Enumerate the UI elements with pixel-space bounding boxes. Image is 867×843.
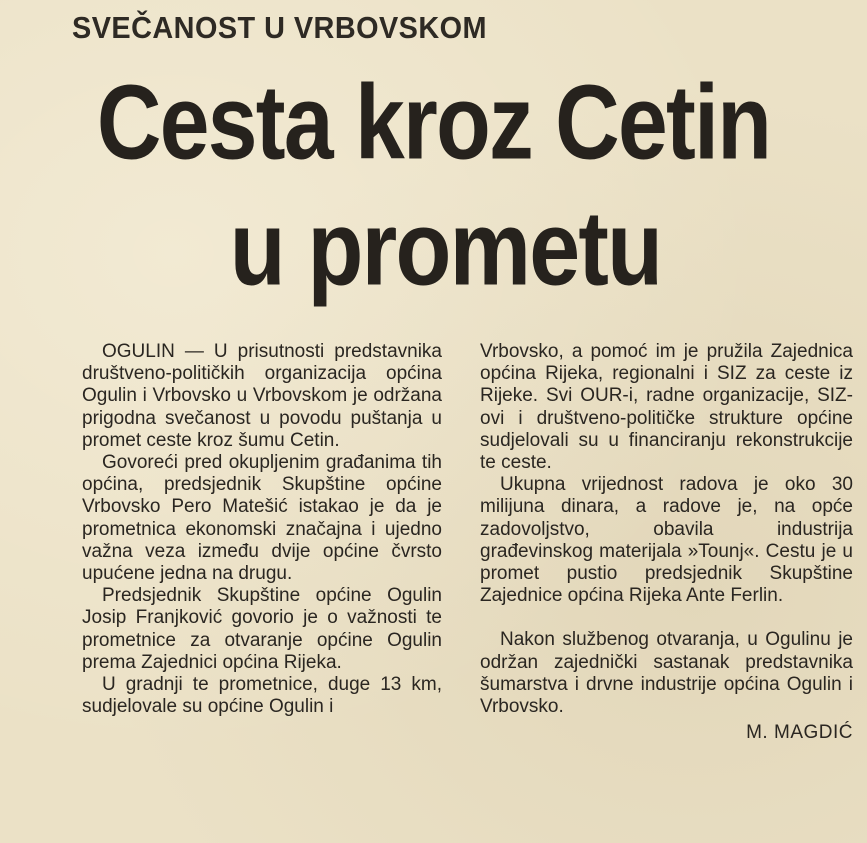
article-byline: M. MAGDIĆ	[746, 722, 853, 744]
paragraph: Nakon službenog otvaranja, u Ogulinu je održan zajednički sastanak predstavnika šumarstva i drvne industrije općina Ogulin i Vrbovsko.	[480, 629, 853, 718]
paragraph: U gradnji te prometnice, duge 13 km, sudjelovale su općine Ogulin i	[82, 674, 442, 718]
paragraph: Vrbovsko, a pomoć im je pružila Zajednica općina Rijeka, regionalni i SIZ za ceste iz Rijeke. Svi OUR-i, radne organizacije, SIZ-ovi i društveno-političke strukture općine sudjelovali su u financiranju rekonstrukcije te ceste.	[480, 341, 853, 474]
headline-line-2: u prometu	[229, 189, 662, 309]
article-column-left	[82, 341, 442, 718]
headline-line-1: Cesta kroz Cetin	[96, 63, 771, 183]
paragraph: Predsjednik Skupštine općine Ogulin Josip Franjković govorio je o važnosti te prometnice za otvaranje općine Ogulin prema Zajednici općina Rijeka.	[82, 585, 442, 673]
article-kicker: SVEČANOST U VRBOVSKOM	[72, 10, 488, 45]
paragraph: OGULIN — U prisutnosti predstavnika društveno-političkih organizacija općina Ogulin i Vrbovsko u Vrbovskom je održana prigodna svečanost u povodu puštanja u promet ceste kroz šumu Cetin.	[82, 341, 442, 451]
article-column-right	[480, 341, 853, 744]
paragraph: Ukupna vrijednost radova je oko 30 milijuna dinara, a radove je, na opće zadovoljstvo, obavila industrija građevinskog materijala »Tounj«. Cestu je u promet pustio predsjednik Skupštine Zajednice općina Rijeka Ante Ferlin.	[480, 474, 853, 607]
paragraph: Govoreći pred okupljenim građanima tih općina, predsjednik Skupštine općine Vrbovsko Pero Matešić istakao je da je prometnica ekonomski značajna i ujedno važna veza između dvije općine čvrsto upućene jedna na drugu.	[82, 452, 442, 585]
